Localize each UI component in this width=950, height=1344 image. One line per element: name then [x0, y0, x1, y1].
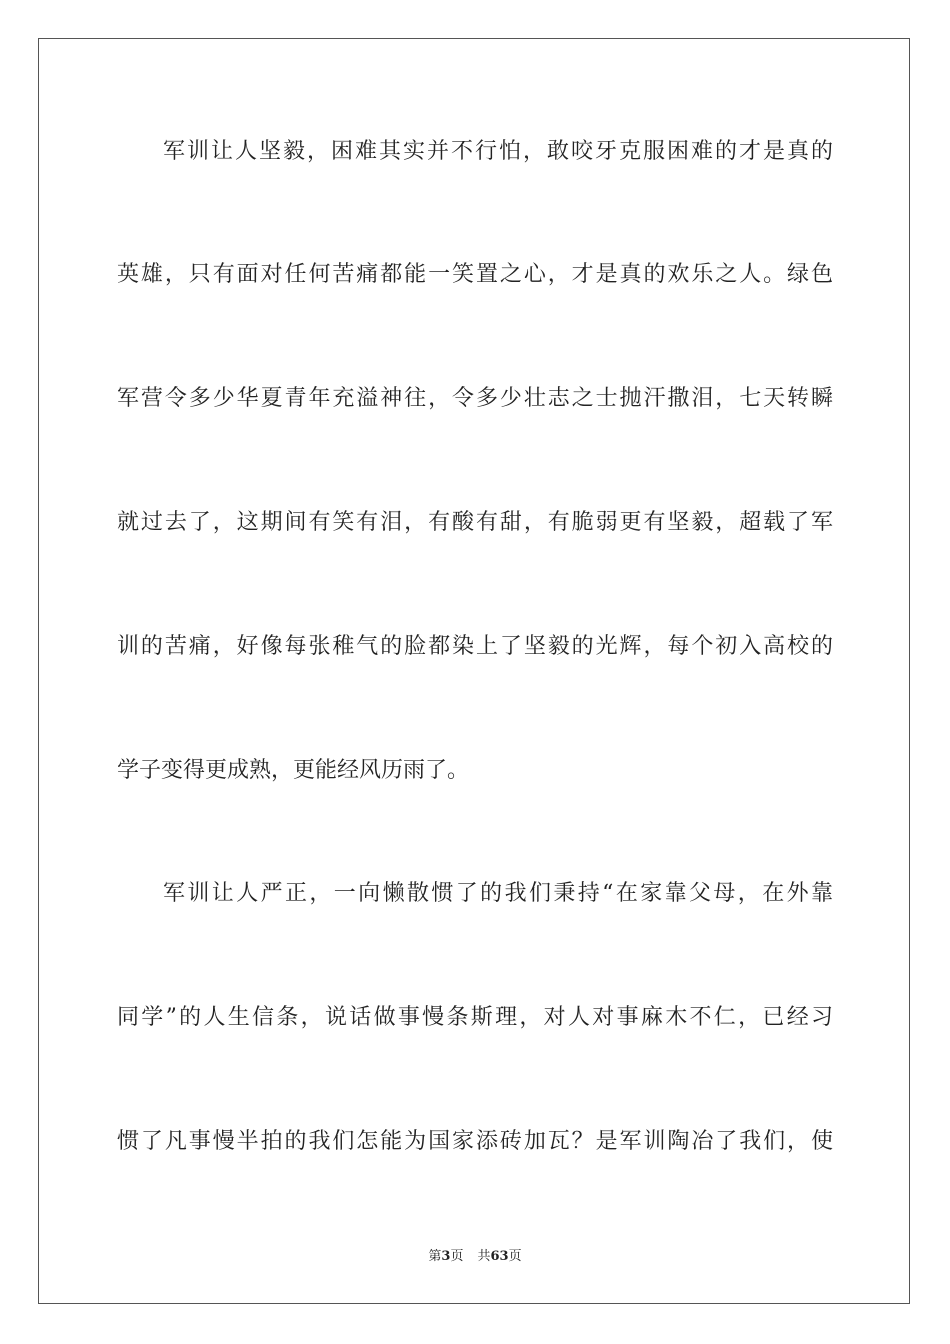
- page-border: [38, 38, 910, 1304]
- paragraph-line: 军训让人严正，一向懒散惯了的我们秉持“在家靠父母，在外靠: [163, 881, 833, 906]
- paragraph-line: 同学”的人生信条，说话做事慢条斯理，对人对事麻木不仁，已经习: [117, 1005, 833, 1030]
- paragraph-line: 训的苦痛，好像每张稚气的脸都染上了坚毅的光辉，每个初入高校的: [117, 634, 833, 659]
- total-pages: 63: [490, 1249, 509, 1264]
- paragraph-line: 就过去了，这期间有笑有泪，有酸有甜，有脆弱更有坚毅，超载了军: [117, 510, 833, 535]
- page-suffix: 页: [450, 1249, 464, 1264]
- paragraph-line: 军营令多少华夏青年充溢神往，令多少壮志之士抛汗撒泪，七天转瞬: [117, 386, 833, 411]
- total-prefix: 共: [477, 1249, 491, 1264]
- paragraph-line: 英雄，只有面对任何苦痛都能一笑置之心，才是真的欢乐之人。绿色: [117, 262, 833, 287]
- total-suffix: 页: [508, 1249, 522, 1264]
- paragraph-line: 学子变得更成熟，更能经风历雨了。: [117, 758, 470, 783]
- page-prefix: 第: [428, 1249, 442, 1264]
- page-number: 3: [441, 1249, 451, 1264]
- page-footer: [0, 1248, 950, 1266]
- paragraph-line: 惯了凡事慢半拍的我们怎能为国家添砖加瓦？是军训陶冶了我们，使: [117, 1129, 833, 1154]
- paragraph-line: 军训让人坚毅，困难其实并不行怕，敢咬牙克服困难的才是真的: [163, 139, 833, 164]
